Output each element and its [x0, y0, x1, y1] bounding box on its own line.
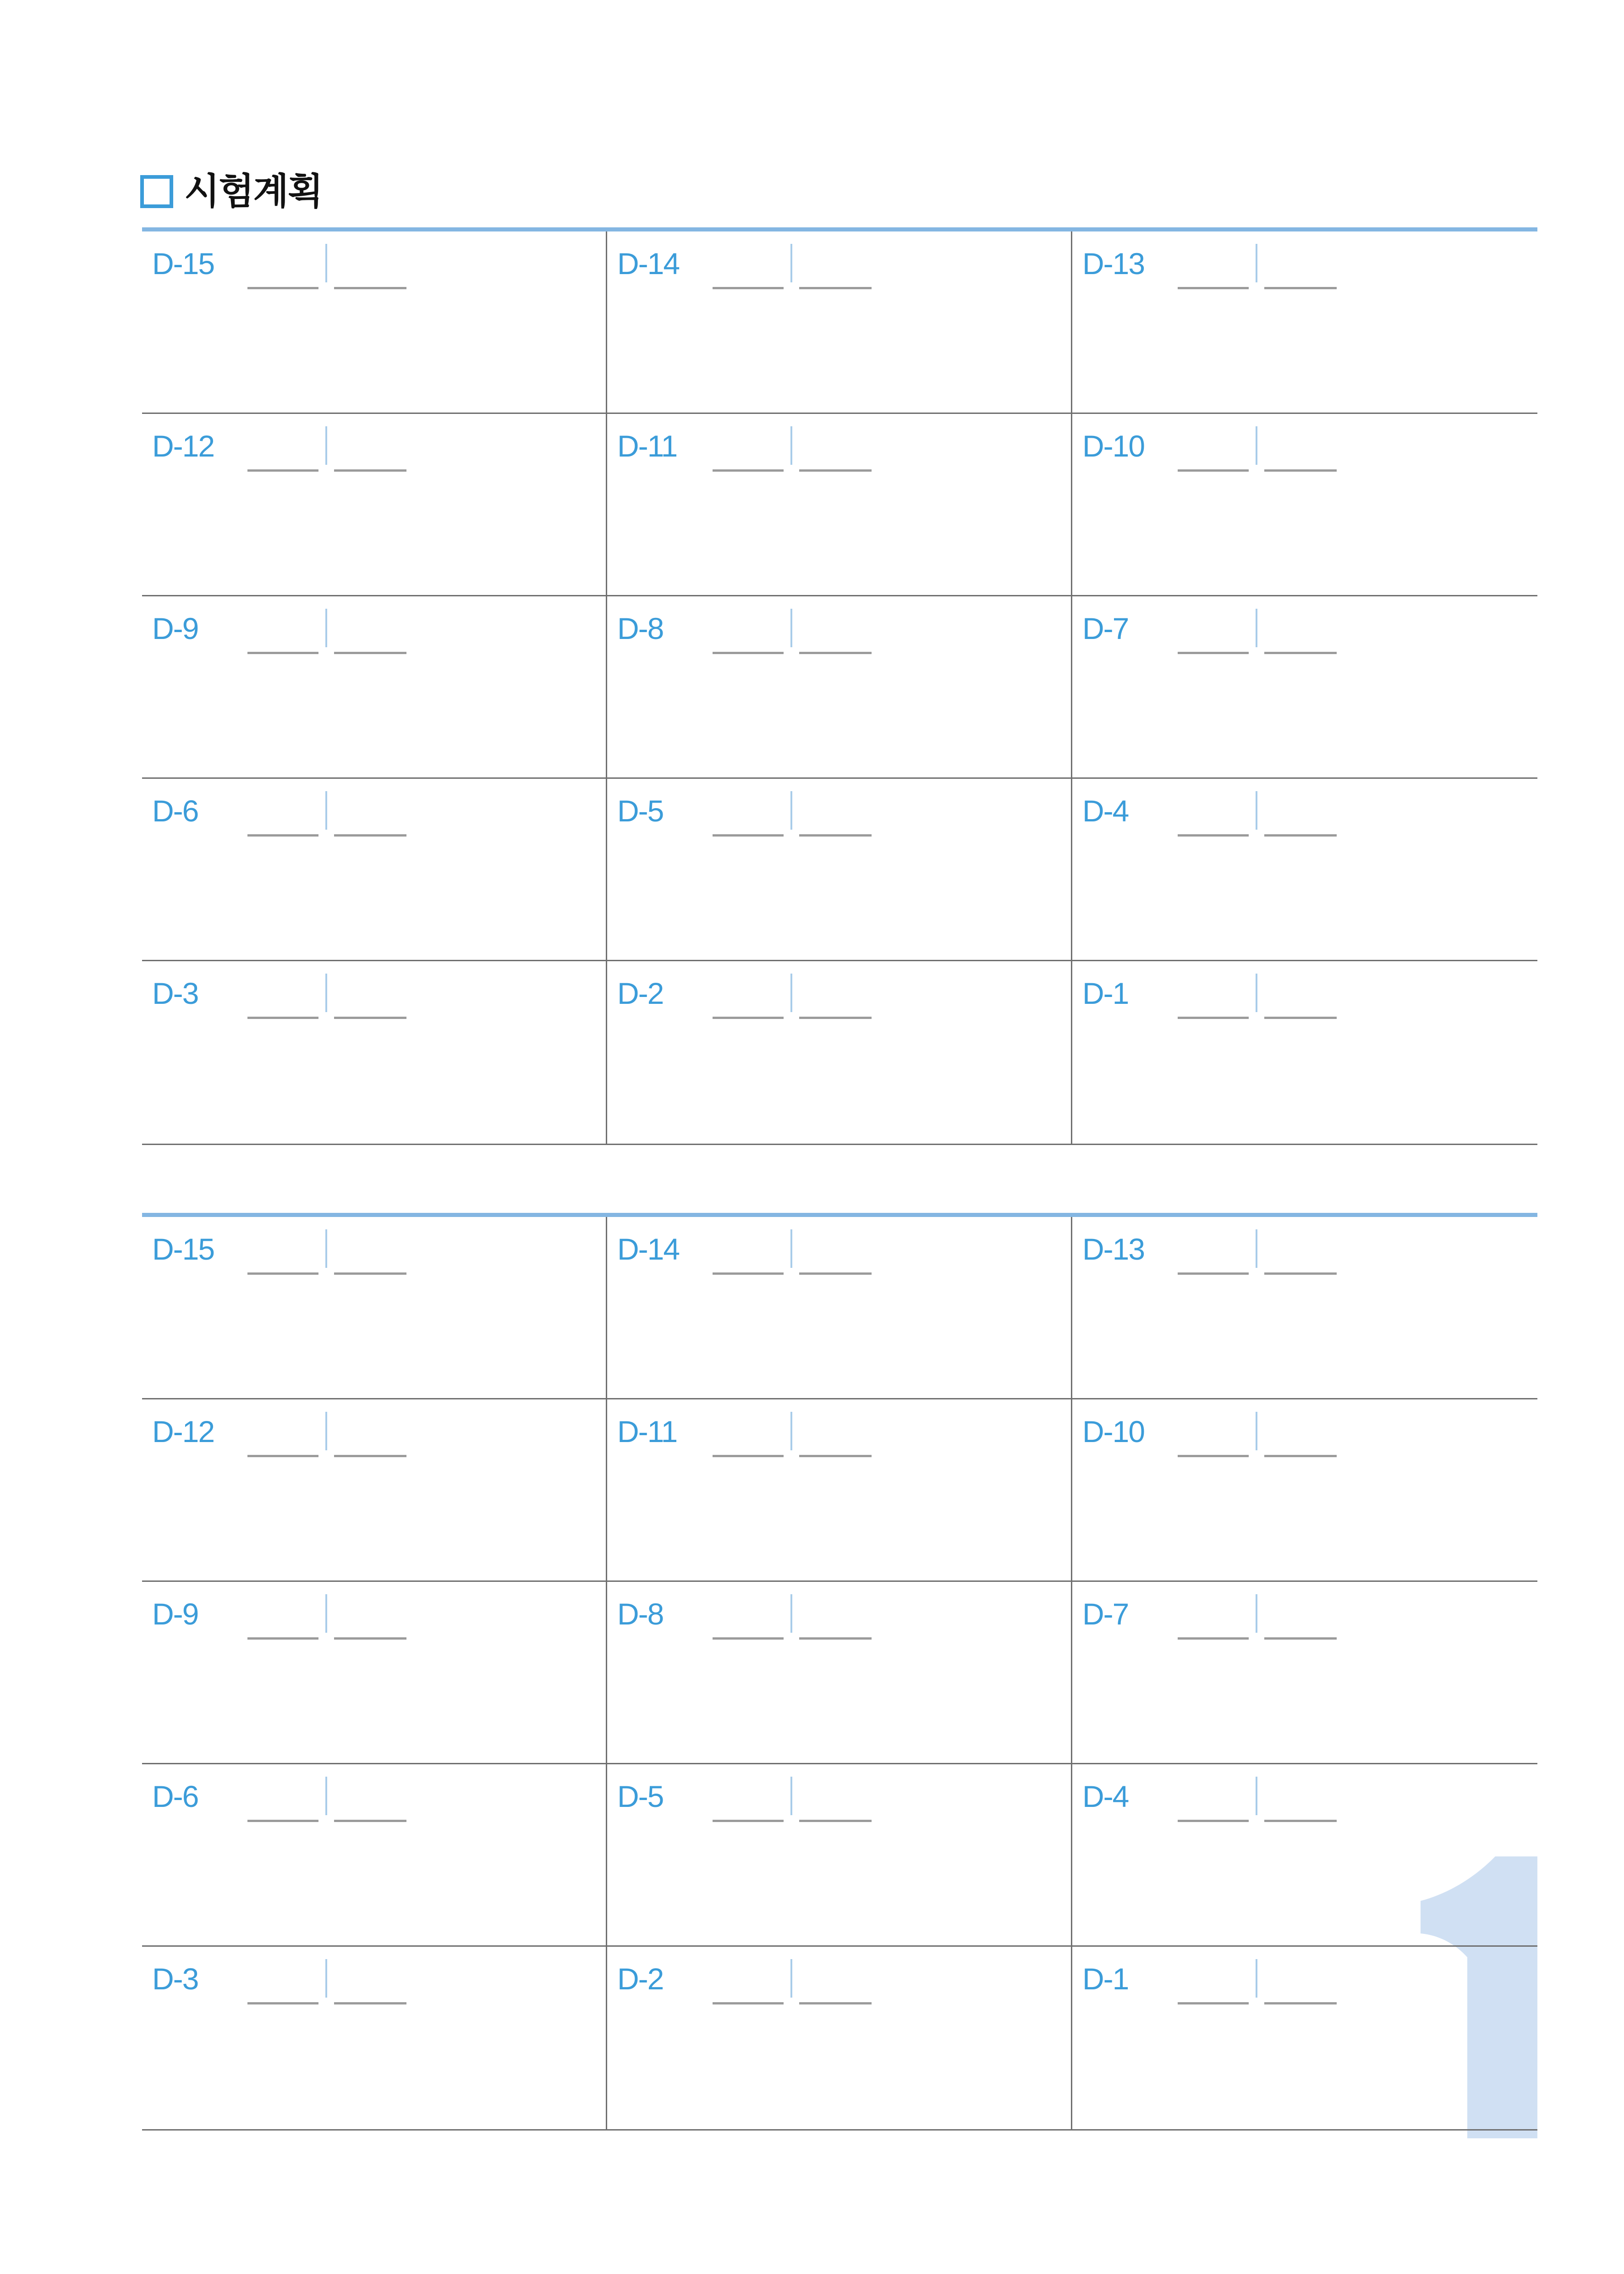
date-blank-day[interactable] — [334, 244, 406, 289]
date-blank-month[interactable] — [1178, 426, 1249, 472]
date-blank-month[interactable] — [1178, 1777, 1249, 1822]
date-blank-month[interactable] — [713, 1777, 784, 1822]
date-blank-day[interactable] — [334, 1229, 406, 1275]
date-blank-month[interactable] — [247, 609, 318, 654]
date-blank-day[interactable] — [799, 1229, 872, 1275]
date-blank-day[interactable] — [799, 1412, 872, 1457]
date-blank-month[interactable] — [713, 609, 784, 654]
day-label: D-1 — [1082, 1962, 1129, 1996]
date-blank-month[interactable] — [247, 974, 318, 1019]
date-blank-day[interactable] — [799, 1594, 872, 1640]
date-blank-day[interactable] — [1264, 1229, 1337, 1275]
date-blank-day[interactable] — [1264, 1412, 1337, 1457]
date-blank-month[interactable] — [1178, 791, 1249, 837]
date-blank-day[interactable] — [1264, 244, 1337, 289]
day-cell-d11 — [607, 1399, 1072, 1582]
date-divider-tick — [790, 1229, 792, 1268]
date-blank-day[interactable] — [334, 609, 406, 654]
date-blank-day[interactable] — [334, 1777, 406, 1822]
day-label: D-15 — [152, 1232, 214, 1266]
day-cell-d1 — [1072, 961, 1537, 1144]
date-blank-month[interactable] — [713, 426, 784, 472]
date-blank-month[interactable] — [1178, 244, 1249, 289]
day-label: D-9 — [152, 1597, 198, 1631]
date-blank-day[interactable] — [799, 1959, 872, 2004]
day-cell-d7 — [1072, 1582, 1537, 1764]
day-cell-d2 — [607, 961, 1072, 1144]
date-blank-month[interactable] — [713, 974, 784, 1019]
date-blank-day[interactable] — [799, 426, 872, 472]
date-divider-tick — [1256, 1959, 1257, 1998]
date-blank-day[interactable] — [1264, 609, 1337, 654]
date-blank-month[interactable] — [713, 244, 784, 289]
day-label: D-2 — [617, 1962, 664, 1996]
day-cell-d1 — [1072, 1947, 1537, 2129]
date-blank-day[interactable] — [334, 426, 406, 472]
date-divider-tick — [1256, 426, 1257, 465]
date-divider-tick — [790, 1959, 792, 1998]
date-blank-day[interactable] — [334, 1959, 406, 2004]
date-blank-month[interactable] — [1178, 609, 1249, 654]
day-cell-d2 — [607, 1947, 1072, 2129]
day-label: D-8 — [617, 1597, 664, 1631]
day-cell-d6 — [142, 1764, 607, 1947]
day-cell-d6 — [142, 779, 607, 961]
day-label: D-12 — [152, 429, 214, 463]
date-blank-month[interactable] — [247, 1229, 318, 1275]
date-blank-month[interactable] — [1178, 1412, 1249, 1457]
date-divider-tick — [1256, 1412, 1257, 1450]
day-label: D-10 — [1082, 429, 1145, 463]
date-blank-month[interactable] — [1178, 1229, 1249, 1275]
date-divider-tick — [790, 609, 792, 647]
date-blank-month[interactable] — [247, 1594, 318, 1640]
day-label: D-4 — [1082, 1779, 1129, 1813]
day-cell-d10 — [1072, 1399, 1537, 1582]
day-cell-d5 — [607, 1764, 1072, 1947]
day-label: D-12 — [152, 1415, 214, 1448]
date-blank-month[interactable] — [713, 1959, 784, 2004]
date-blank-day[interactable] — [1264, 1594, 1337, 1640]
date-blank-month[interactable] — [247, 1412, 318, 1457]
page-title: 시험계획 — [184, 171, 323, 212]
date-blank-day[interactable] — [1264, 974, 1337, 1019]
day-label: D-13 — [1082, 247, 1145, 281]
day-cell-d15 — [142, 231, 607, 414]
day-label: D-15 — [152, 247, 214, 281]
date-blank-month[interactable] — [713, 1412, 784, 1457]
date-divider-tick — [325, 1594, 327, 1633]
day-cell-d8 — [607, 1582, 1072, 1764]
date-blank-day[interactable] — [334, 1594, 406, 1640]
date-divider-tick — [790, 791, 792, 830]
date-blank-month[interactable] — [247, 791, 318, 837]
date-divider-tick — [1256, 609, 1257, 647]
date-blank-day[interactable] — [1264, 1959, 1337, 2004]
day-cell-d14 — [607, 1217, 1072, 1399]
day-cell-d12 — [142, 1399, 607, 1582]
date-blank-month[interactable] — [247, 244, 318, 289]
day-label: D-14 — [617, 1232, 680, 1266]
exam-plan-table-2 — [142, 1213, 1537, 2131]
date-divider-tick — [325, 426, 327, 465]
date-divider-tick — [325, 1959, 327, 1998]
date-divider-tick — [1256, 974, 1257, 1012]
date-blank-day[interactable] — [799, 244, 872, 289]
date-blank-month[interactable] — [247, 1959, 318, 2004]
day-label: D-9 — [152, 611, 198, 645]
day-cell-d15 — [142, 1217, 607, 1399]
checkbox-icon[interactable] — [140, 175, 173, 208]
day-label: D-5 — [617, 1779, 664, 1813]
date-blank-day[interactable] — [1264, 1777, 1337, 1822]
day-label: D-1 — [1082, 976, 1129, 1010]
date-blank-month[interactable] — [713, 1229, 784, 1275]
day-cell-d14 — [607, 231, 1072, 414]
date-blank-month[interactable] — [1178, 974, 1249, 1019]
date-divider-tick — [325, 791, 327, 830]
date-divider-tick — [325, 1777, 327, 1815]
date-blank-day[interactable] — [334, 1412, 406, 1457]
day-label: D-14 — [617, 247, 680, 281]
day-cell-d11 — [607, 414, 1072, 596]
day-label: D-7 — [1082, 1597, 1129, 1631]
day-label: D-6 — [152, 794, 198, 828]
date-blank-day[interactable] — [799, 1777, 872, 1822]
date-blank-day[interactable] — [334, 791, 406, 837]
date-divider-tick — [790, 244, 792, 282]
exam-plan-table-1 — [142, 227, 1537, 1145]
day-label: D-13 — [1082, 1232, 1145, 1266]
day-cell-d9 — [142, 1582, 607, 1764]
date-blank-day[interactable] — [799, 974, 872, 1019]
day-cell-d4 — [1072, 779, 1537, 961]
day-label: D-5 — [617, 794, 664, 828]
day-label: D-11 — [617, 429, 677, 463]
day-label: D-6 — [152, 1779, 198, 1813]
date-blank-month[interactable] — [713, 791, 784, 837]
date-divider-tick — [1256, 244, 1257, 282]
date-divider-tick — [325, 974, 327, 1012]
date-divider-tick — [325, 244, 327, 282]
day-label: D-3 — [152, 976, 198, 1010]
date-divider-tick — [1256, 1777, 1257, 1815]
date-divider-tick — [1256, 791, 1257, 830]
date-blank-day[interactable] — [799, 791, 872, 837]
date-divider-tick — [790, 1412, 792, 1450]
day-label: D-10 — [1082, 1415, 1145, 1448]
day-cell-d13 — [1072, 1217, 1537, 1399]
day-label: D-2 — [617, 976, 664, 1010]
date-divider-tick — [790, 426, 792, 465]
date-divider-tick — [790, 1594, 792, 1633]
date-blank-day[interactable] — [799, 609, 872, 654]
date-blank-day[interactable] — [334, 974, 406, 1019]
date-blank-month[interactable] — [1178, 1959, 1249, 2004]
date-divider-tick — [1256, 1594, 1257, 1633]
day-cell-d9 — [142, 596, 607, 779]
date-blank-month[interactable] — [247, 426, 318, 472]
day-cell-d7 — [1072, 596, 1537, 779]
date-blank-day[interactable] — [1264, 426, 1337, 472]
day-label: D-4 — [1082, 794, 1129, 828]
day-label: D-7 — [1082, 611, 1129, 645]
date-blank-month[interactable] — [713, 1594, 784, 1640]
date-blank-month[interactable] — [247, 1777, 318, 1822]
date-divider-tick — [325, 609, 327, 647]
date-blank-day[interactable] — [1264, 791, 1337, 837]
day-label: D-3 — [152, 1962, 198, 1996]
date-divider-tick — [790, 1777, 792, 1815]
date-blank-month[interactable] — [1178, 1594, 1249, 1640]
day-label: D-11 — [617, 1415, 677, 1448]
day-cell-d5 — [607, 779, 1072, 961]
section-header — [140, 173, 322, 210]
day-label: D-8 — [617, 611, 664, 645]
day-cell-d10 — [1072, 414, 1537, 596]
day-cell-d8 — [607, 596, 1072, 779]
day-cell-d13 — [1072, 231, 1537, 414]
day-cell-d3 — [142, 961, 607, 1144]
date-divider-tick — [790, 974, 792, 1012]
date-divider-tick — [325, 1412, 327, 1450]
day-cell-d3 — [142, 1947, 607, 2129]
day-cell-d12 — [142, 414, 607, 596]
date-divider-tick — [1256, 1229, 1257, 1268]
day-cell-d4 — [1072, 1764, 1537, 1947]
date-divider-tick — [325, 1229, 327, 1268]
